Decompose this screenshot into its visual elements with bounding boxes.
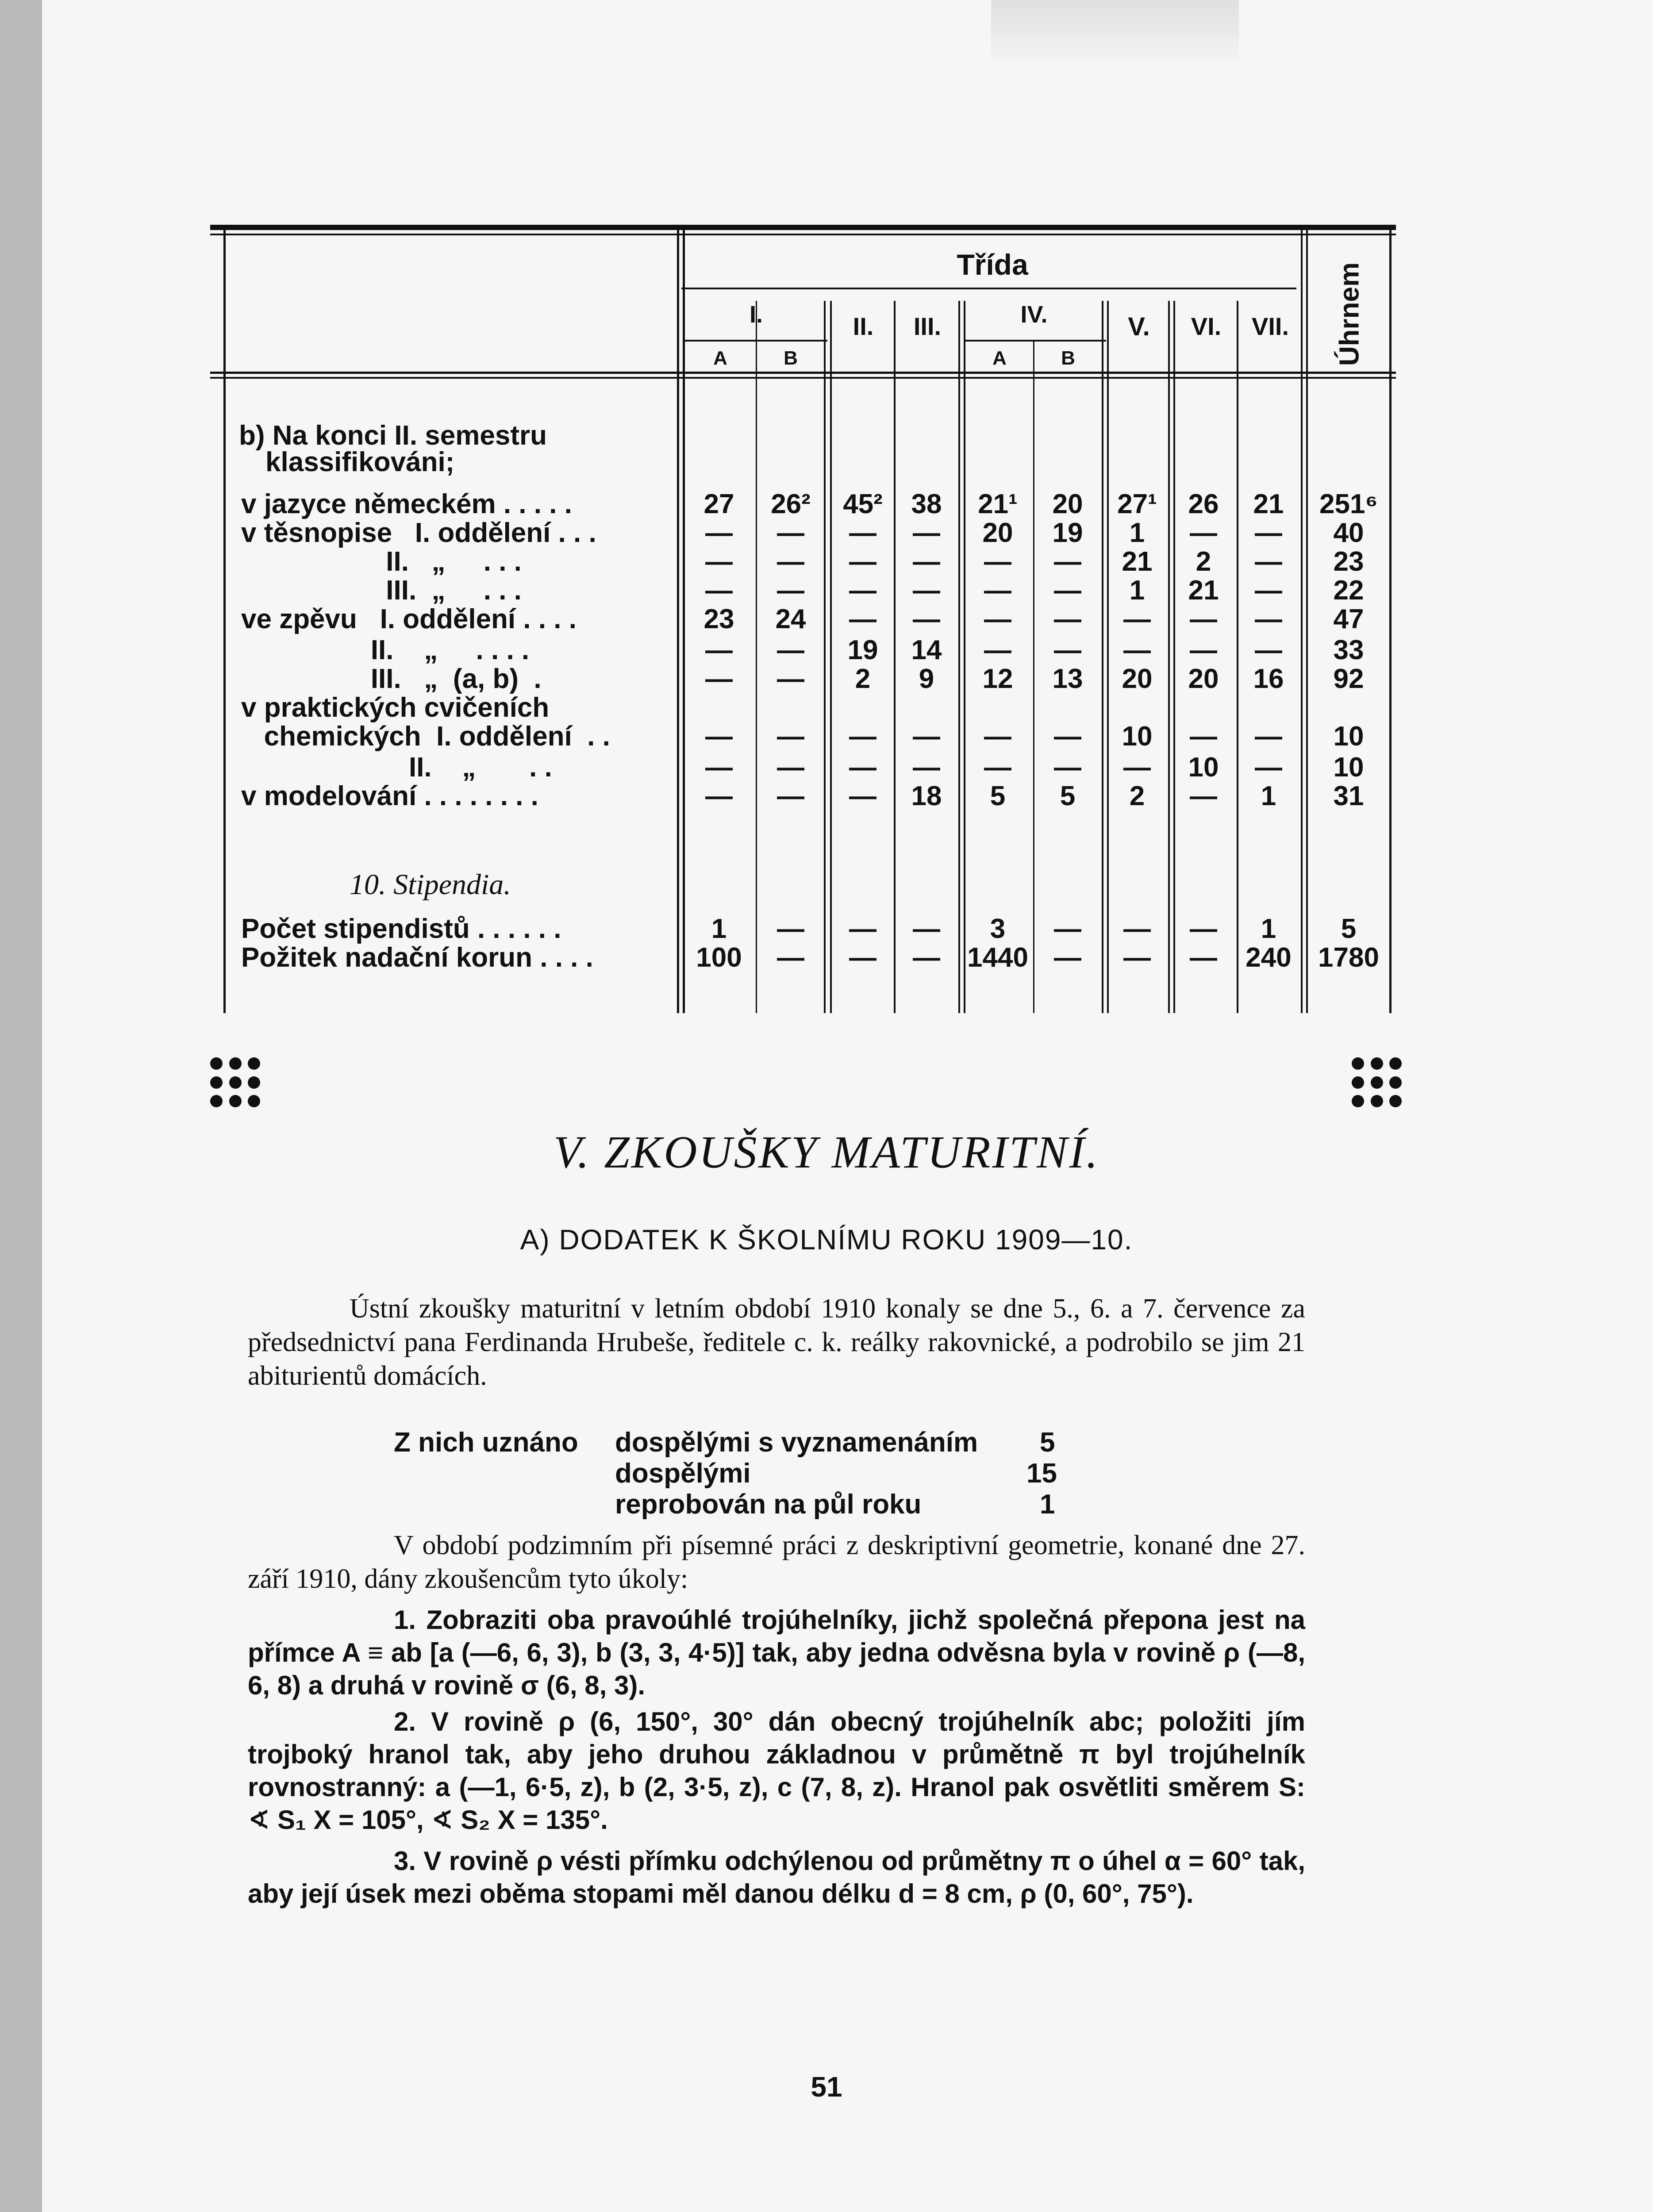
table-cell: 1 [1129,518,1145,548]
ornament-left [210,1057,263,1110]
table-cell: — [1123,604,1151,634]
table-cell: — [984,546,1011,577]
table-cell: — [705,635,733,665]
table-cell: — [1255,575,1282,606]
table-cell: — [705,664,733,694]
table-cell: — [913,575,940,606]
table-cell: — [777,664,804,694]
results-prefix: Z nich uznáno [394,1427,578,1458]
table-cell: 2 [855,664,871,694]
table-cell: — [777,575,804,606]
row-label: II. „ . . . [241,546,522,577]
cell-total: 31 [1333,781,1364,811]
table-cell: — [984,635,1011,665]
table-cell: — [705,546,733,577]
table-cell: 3 [990,914,1006,944]
table-cell: — [1054,604,1081,634]
table-cell: — [777,781,804,811]
table-cell: — [849,914,876,944]
table-cell: 5 [990,781,1006,811]
row-label: v těsnopise I. oddělení . . . [241,518,596,548]
cell-total: 10 [1333,721,1364,752]
row-label: Požitek nadační korun . . . . [241,942,593,973]
task-3: 3. V rovině ρ vésti přímku odchýlenou od průmětny π o úhel α = 60° tak, aby její úsek mezi oběma stopami měl danou délku d = 8 cm, ρ (0, 60°, 75°). [248,1846,1305,1909]
table-cell: — [984,752,1011,783]
table-cell: 20 [982,518,1013,548]
table-cell: 20 [1122,664,1153,694]
table-cell: — [849,752,876,783]
table-cell: 12 [982,664,1013,694]
table-cell: — [1190,781,1217,811]
section-b-subtitle: klassifikováni; [265,447,455,477]
table-cell: — [849,575,876,606]
header-class-I: I. [749,301,763,328]
table-cell: — [849,518,876,548]
table-cell: 27 [703,489,734,519]
task-2: 2. V rovině ρ (6, 150°, 30° dán obecný trojúhelník abc; položiti jím trojboký hranol tak, aby jeho druhou základnou v průmětně π byl trojúhelník rovnostranný: a (—1, 6·5, z), b (2, 3·5, z), c (7, 8, z). Hranol pak osvětliti směrem S: ∢ S₁ X = 105°, ∢ S₂ X = 135°. [248,1707,1305,1835]
header-sub-B: B [784,347,798,369]
table-cell: — [984,575,1011,606]
table-cell: 16 [1253,664,1284,694]
cell-total: 23 [1333,546,1364,577]
table-cell: — [1190,518,1217,548]
table-cell: — [777,635,804,665]
table-cell: — [913,942,940,973]
table-cell: — [705,575,733,606]
table-cell: 26² [771,489,811,519]
table-cell: — [1190,635,1217,665]
table-cell: 21¹ [978,489,1018,519]
row-label: ve zpěvu I. oddělení . . . . [241,604,577,634]
cell-total: 22 [1333,575,1364,606]
table-cell: — [705,721,733,752]
result-label: reprobován na půl roku [615,1489,922,1520]
table-cell: 20 [1188,664,1219,694]
table-cell: — [777,721,804,752]
result-label: dospělými [615,1458,751,1489]
table-cell: 10 [1122,721,1153,752]
row-label: III. „ . . . [241,575,522,606]
table-cell: — [1054,721,1081,752]
table-cell: 1 [1129,575,1145,606]
header-class-II: II. [853,312,874,340]
result-value: 15 [1026,1458,1057,1489]
table-cell: — [1123,942,1151,973]
table-cell: — [705,518,733,548]
table-cell: — [984,721,1011,752]
cell-total: 1780 [1318,942,1379,973]
table-cell: 2 [1196,546,1211,577]
row-label: v modelování . . . . . . . . [241,781,538,811]
table-cell: 38 [911,489,942,519]
table-cell: — [1054,752,1081,783]
header-class-III: III. [913,312,942,340]
cell-total: 92 [1333,664,1364,694]
table-cell: — [1190,721,1217,752]
table-cell: — [1054,635,1081,665]
table-cell: — [777,914,804,944]
table-cell: — [1123,914,1151,944]
table-cell: — [1054,546,1081,577]
table-cell: — [1123,635,1151,665]
table-cell: — [913,546,940,577]
header-total: Úhrnem [1334,262,1365,366]
header-sub-A: A [992,347,1007,369]
task-1: 1. Zobraziti oba pravoúhlé trojúhelníky, jichž společná přepona jest na přímce A ≡ ab [a (—6, 6, 3), b (3, 3, 4·5)] tak, aby jedna odvěsna byla v rovině ρ (—8, 6, 8) a druhá v rovině σ (6, 8, 3). [248,1605,1305,1700]
table-cell: 27¹ [1117,489,1157,519]
header-class-V: V. [1128,312,1150,341]
cell-total: 40 [1333,518,1364,548]
header-trida: Třída [957,248,1028,281]
table-cell: — [849,546,876,577]
cell-total: 10 [1333,752,1364,783]
table-cell: 14 [911,635,942,665]
header-class-IV: IV. [1020,301,1048,328]
table-cell: — [849,781,876,811]
table-cell: 19 [1052,518,1083,548]
table-cell: — [777,546,804,577]
row-label: III. „ (a, b) . [241,664,542,694]
table-cell: 45² [843,489,883,519]
table-cell: — [1190,914,1217,944]
table-cell: 19 [847,635,878,665]
row-label: chemických I. oddělení . . [241,721,610,752]
row-label: II. „ . . [241,752,552,783]
table-cell: 240 [1246,942,1292,973]
ornament-right [1352,1057,1405,1110]
intro-paragraph: Ústní zkoušky maturitní v letním období 1910 konaly se dne 5., 6. a 7. července za předsednictví pana Ferdinanda Hrubeše, ředitele c. k. reálky rakovnické, a podrobilo se jim 21 abiturientů domácích. [248,1294,1305,1391]
table-cell: — [1255,604,1282,634]
table-cell: — [1054,914,1081,944]
table-cell: 2 [1129,781,1145,811]
cell-total: 33 [1333,635,1364,665]
table-cell: — [1190,942,1217,973]
table-cell: — [913,721,940,752]
table-cell: — [1255,752,1282,783]
table-cell: 13 [1052,664,1083,694]
cell-total: 251⁶ [1319,489,1378,519]
table-cell: — [849,721,876,752]
cell-total: 5 [1341,914,1357,944]
table-cell: — [913,752,940,783]
header-class-VI: VI. [1191,312,1222,340]
table-cell: — [1255,518,1282,548]
table-cell: 26 [1188,489,1219,519]
table-cell: 21 [1122,546,1153,577]
table-cell: 10 [1188,752,1219,783]
table-cell: — [1255,546,1282,577]
table-cell: — [777,942,804,973]
table-cell: — [777,752,804,783]
table-cell: 9 [919,664,934,694]
table-cell: — [913,518,940,548]
table-cell: 1 [1261,781,1276,811]
table-cell: — [913,604,940,634]
table-cell: 1 [1261,914,1276,944]
row-label: v jazyce německém . . . . . [241,489,572,519]
chapter-title: V. ZKOUŠKY MATURITNÍ. [554,1127,1099,1178]
section-a-title: A) DODATEK K ŠKOLNÍMU ROKU 1909—10. [520,1224,1133,1256]
table-cell: 21 [1253,489,1284,519]
table-cell: — [1190,604,1217,634]
table-cell: — [849,942,876,973]
result-label: dospělými s vyznamenáním [615,1427,978,1458]
table-cell: — [705,781,733,811]
header-class-VII: VII. [1251,312,1289,340]
row-label: Počet stipendistů . . . . . . [241,914,561,944]
table-cell: 23 [703,604,734,634]
table-cell: — [849,604,876,634]
table-cell: 20 [1052,489,1083,519]
autumn-paragraph: V období podzimním při písemné práci z deskriptivní geometrie, konané dne 27. září 1910, dány zkoušencům tyto úkoly: [248,1530,1305,1594]
section-10-title: 10. Stipendia. [350,868,511,901]
table-cell: 100 [696,942,742,973]
table-cell: — [1255,721,1282,752]
table-cell: 1 [711,914,727,944]
cell-total: 47 [1333,604,1364,634]
table-cell: 21 [1188,575,1219,606]
table-cell: 24 [775,604,806,634]
table-cell: — [1255,635,1282,665]
table-cell: — [913,914,940,944]
table-cell: — [984,604,1011,634]
result-value: 5 [1040,1427,1055,1458]
page-number: 51 [811,2071,842,2103]
row-label: v praktických cvičeních [241,692,550,723]
table-cell: — [1123,752,1151,783]
table-cell: — [705,752,733,783]
table-cell: — [777,518,804,548]
result-value: 1 [1040,1489,1055,1520]
table-cell: — [1054,575,1081,606]
row-label: II. „ . . . . [241,635,530,665]
table-cell: 1440 [967,942,1028,973]
header-sub-B: B [1061,347,1075,369]
header-sub-A: A [713,347,727,369]
table-cell: 5 [1060,781,1076,811]
table-cell: 18 [911,781,942,811]
section-b-title: b) Na konci II. semestru [239,420,547,451]
table-cell: — [1054,942,1081,973]
scan-artifact [991,0,1239,62]
